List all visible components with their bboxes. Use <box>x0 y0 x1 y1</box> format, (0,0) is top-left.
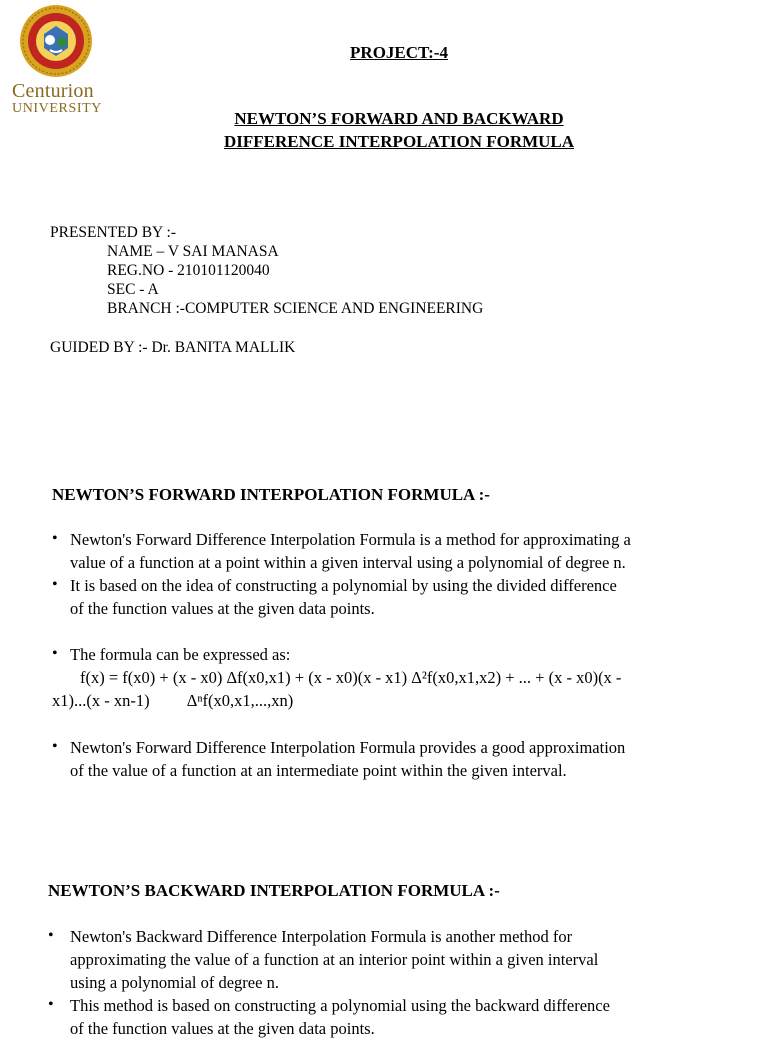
presenter-name: NAME – V SAI MANASA <box>107 243 279 260</box>
guided-by: GUIDED BY :- Dr. BANITA MALLIK <box>50 339 296 356</box>
bullet-icon: • <box>52 576 58 593</box>
project-label: PROJECT:-4 <box>350 43 448 62</box>
bullet-icon: • <box>52 738 58 755</box>
university-logo <box>10 4 102 124</box>
forward-bullet-2-line-2: of the function values at the given data points. <box>70 599 375 618</box>
backward-bullet-2-line-2: of the function values at the given data points. <box>70 1019 375 1038</box>
forward-bullet-2-line-1: It is based on the idea of constructing a polynomial by using the divided difference <box>70 576 617 595</box>
backward-heading: NEWTON’S BACKWARD INTERPOLATION FORMULA :- <box>48 881 500 900</box>
backward-bullet-1-line-2: approximating the value of a function at an interior point within a given interval <box>70 950 599 969</box>
title-line-2: DIFFERENCE INTERPOLATION FORMULA <box>223 132 575 151</box>
bullet-icon: • <box>52 530 58 547</box>
forward-bullet-1-line-2: value of a function at a point within a given interval using a polynomial of degree n. <box>70 553 626 572</box>
university-seal-icon <box>10 4 102 80</box>
forward-bullet-3: The formula can be expressed as: <box>70 645 291 664</box>
presenter-sec: SEC - A <box>107 281 159 298</box>
bullet-icon: • <box>52 645 58 662</box>
logo-name-line2: UNIVERSITY <box>12 101 102 116</box>
forward-formula-line-2: x1)...(x - xn-1) Δⁿf(x0,x1,...,xn) <box>52 691 294 710</box>
presented-by-label: PRESENTED BY :- <box>50 224 177 241</box>
presenter-branch: BRANCH :-COMPUTER SCIENCE AND ENGINEERING <box>107 300 484 317</box>
backward-bullet-2-line-1: This method is based on constructing a polynomial using the backward difference <box>70 996 610 1015</box>
backward-bullet-1-line-1: Newton's Backward Difference Interpolation Formula is another method for <box>70 927 573 946</box>
forward-bullet-4-line-2: of the value of a function at an intermediate point within the given interval. <box>70 761 567 780</box>
forward-heading: NEWTON’S FORWARD INTERPOLATION FORMULA :- <box>52 485 490 504</box>
forward-bullet-4-line-1: Newton's Forward Difference Interpolation Formula provides a good approximation <box>70 738 626 757</box>
forward-bullet-1-line-1: Newton's Forward Difference Interpolation Formula is a method for approximating a <box>70 530 631 549</box>
title-line-1: NEWTON’S FORWARD AND BACKWARD <box>234 109 564 128</box>
bullet-icon: • <box>48 996 54 1013</box>
logo-name-line1: Centurion <box>12 80 94 102</box>
backward-bullet-1-line-3: using a polynomial of degree n. <box>70 973 279 992</box>
presenter-reg: REG.NO - 210101120040 <box>107 262 270 279</box>
forward-formula-line-1: f(x) = f(x0) + (x - x0) Δf(x0,x1) + (x - x0)(x - x1) Δ²f(x0,x1,x2) + ... + (x - x0)(x - <box>80 668 622 687</box>
bullet-icon: • <box>48 927 54 944</box>
